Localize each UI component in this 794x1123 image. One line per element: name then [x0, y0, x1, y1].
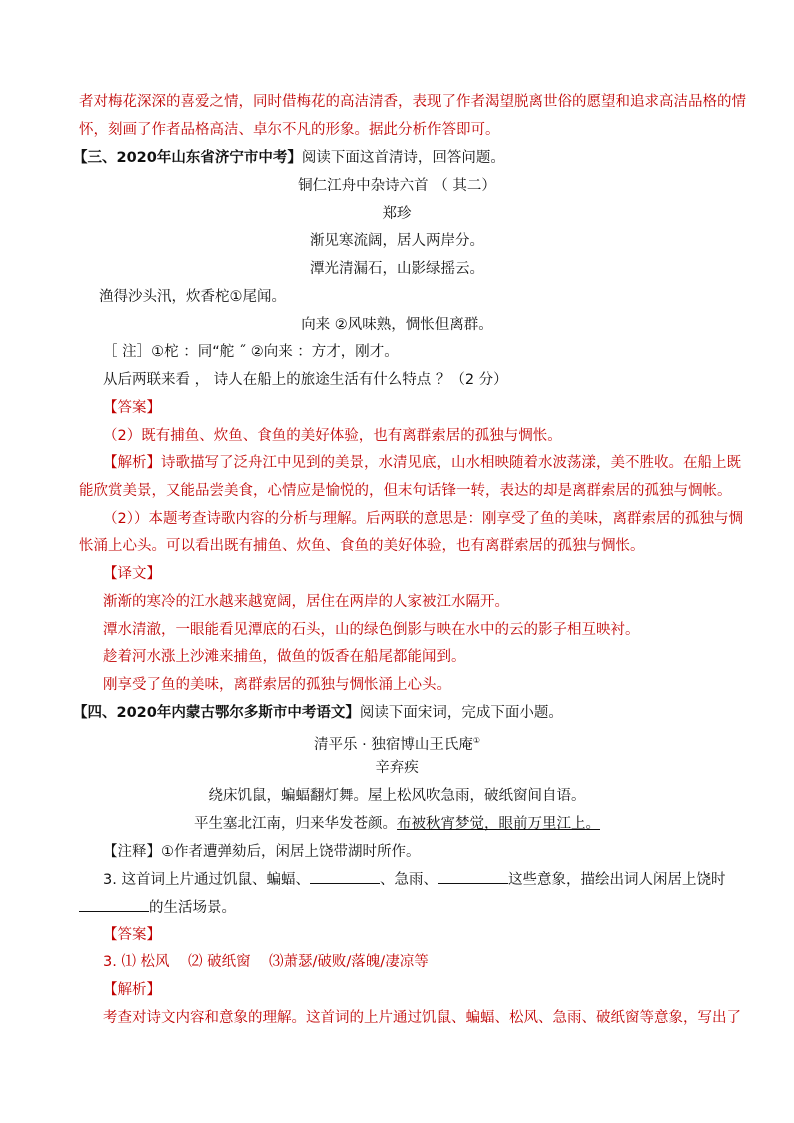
section-3-instruction: 阅读下面这首清诗，回答问题。	[301, 150, 505, 166]
answer-blank-2[interactable]	[438, 869, 508, 884]
poem-4-author: 辛弃疾	[375, 760, 419, 776]
answer-label-3: 【答案】	[103, 400, 161, 416]
answer-4: 3. ⑴ 松风 ⑵ 破纸窗 ⑶萧瑟/破败/落魄/凄凉等	[103, 954, 429, 970]
poem-4-note: 【注释】①作者遭弹劾后，闲居上饶带湖时所作。	[103, 844, 421, 860]
answer-blank-1[interactable]	[310, 869, 380, 884]
intro-line-1: 者对梅花深深的喜爱之情，同时借梅花的高洁清香，表现了作者渴望脱离世俗的愿望和追求高洁品格的情	[79, 94, 746, 110]
translation-line-1: 渐渐的寒冷的江水越来越宽阔，居住在两岸的人家被江水隔开。	[103, 594, 509, 610]
section-4-heading	[73, 703, 713, 723]
analysis-label-3: 【解析】	[103, 455, 161, 471]
analysis-3-line-1	[103, 453, 743, 473]
answer-blank-3[interactable]	[79, 897, 149, 912]
translation-label-3: 【译文】	[103, 566, 161, 582]
question-4-line-2	[79, 897, 719, 918]
poem-4-line-2	[0, 814, 794, 834]
section-4-instruction: 阅读下面宋词，完成下面小题。	[359, 705, 563, 721]
poem-3-title: 铜仁江舟中杂诗六首 （ 其二）	[298, 178, 496, 194]
poem-4-line-1: 绕床饥鼠，蝙蝠翻灯舞。屋上松风吹急雨，破纸窗间自语。	[208, 788, 586, 804]
poem-3-line-4: 向来 ②风味熟，惆怅但离群。	[301, 317, 493, 333]
section-4-source: 【四、2020年内蒙古鄂尔多斯市中考语文】	[73, 705, 360, 721]
poem-3-line-1: 渐见寒流阔，居人两岸分。	[310, 233, 484, 249]
question-3: 从后两联来看 ， 诗人在船上的旅途生活有什么特点 ？（2 分）	[103, 372, 508, 388]
analysis-3-text-1: 诗歌描写了泛舟江中见到的美景，水清见底，山水相映随着水波荡漾，美不胜收。在船上既	[161, 455, 741, 471]
translation-line-4: 刚享受了鱼的美味，离群索居的孤独与惆怅涌上心头。	[103, 677, 451, 693]
answer-label-4: 【答案】	[103, 927, 161, 943]
poem-4-line-2b-underlined: 布被秋宵梦觉，眼前万里江上。	[397, 816, 600, 832]
poem-3-author: 郑珍	[382, 206, 412, 222]
question-4-text-c: 这些意象，描绘出词人闲居上饶时	[507, 872, 726, 888]
poem-3-note: ［ 注］①柁 ：同“舵 ˝ ②向来 ：方才，刚才。	[103, 344, 399, 360]
analysis-4-line-1: 考查对诗文内容和意象的理解。这首词的上片通过饥鼠、蝙蝠、松风、急雨、破纸窗等意象，写出了	[103, 1010, 741, 1026]
poem-3-line-3: 渔得沙头汛，炊香柁①尾闻。	[99, 289, 286, 305]
answer-3: （2）既有捕鱼、炊鱼、食鱼的美好体验，也有离群索居的孤独与惆怅。	[103, 428, 562, 444]
poem-4-title	[0, 731, 794, 755]
poem-4-line-2a: 平生塞北江南，归来华发苍颜。	[194, 816, 397, 832]
translation-line-3: 趁着河水涨上沙滩来捕鱼，做鱼的饭香在船尾都能闻到。	[103, 649, 466, 665]
poem-3-line-2: 潭光清漏石，山影绿摇云。	[310, 261, 484, 277]
poem-4-title-text: 清平乐 · 独宿博山王氏庵	[314, 736, 473, 753]
question-4-text-b: 、急雨、	[379, 872, 438, 888]
analysis-3-line-2: 能欣赏美景，又能品尝美食，心情应是愉悦的，但末句话锋一转，表达的却是离群索居的孤独与惆帐。	[79, 483, 732, 499]
analysis-3-line-3: （2））本题考查诗歌内容的分析与理解。后两联的意思是：刚享受了鱼的美味，离群索居的孤独与惆	[103, 511, 743, 527]
question-4-line-1	[103, 869, 743, 890]
poem-4-title-note-mark: ①	[472, 736, 480, 745]
section-3-heading	[73, 148, 713, 168]
analysis-label-4: 【解析】	[103, 982, 161, 998]
analysis-3-line-4: 怅涌上心头。可以看出既有捕鱼、炊鱼、食鱼的美好体验，也有离群索居的孤独与惆怅。	[79, 538, 645, 554]
translation-line-2: 潭水清澈，一眼能看见潭底的石头，山的绿色倒影与映在水中的云的影子相互映衬。	[103, 622, 640, 638]
intro-line-2: 怀，刻画了作者品格高洁、卓尔不凡的形象。据此分析作答即可。	[79, 122, 500, 138]
question-4-text-a: 3. 这首词上片通过饥鼠、蝙蝠、	[103, 872, 310, 888]
section-3-source: 【三、2020年山东省济宁市中考】	[73, 150, 302, 166]
question-4-text-d: 的生活场景。	[149, 900, 236, 916]
